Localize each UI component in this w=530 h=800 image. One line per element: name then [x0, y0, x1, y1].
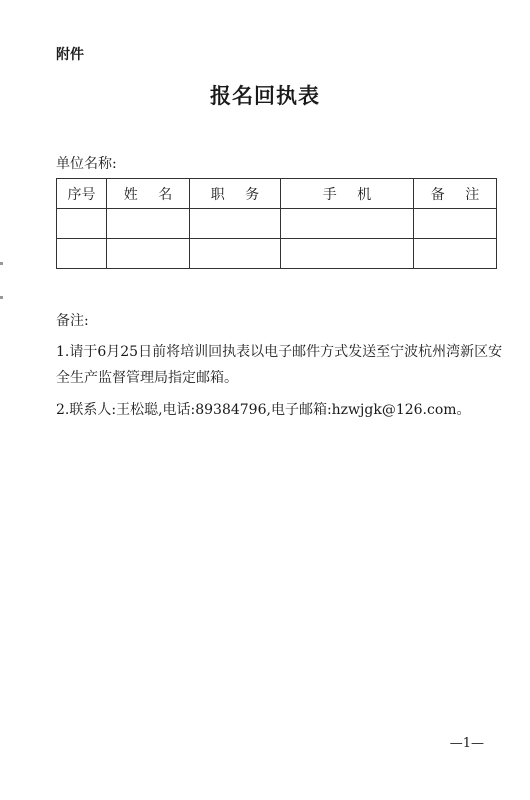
col-header-phone: 手 机: [281, 179, 414, 209]
unit-name-label: 单位名称:: [56, 156, 117, 172]
col-header-name: 姓 名: [107, 179, 190, 209]
col-header-index: 序号: [57, 179, 107, 209]
table-header-row: [57, 179, 497, 209]
table-cell: [414, 239, 497, 269]
table-cell: [107, 209, 190, 239]
table-cell: [190, 209, 281, 239]
table-cell: [414, 209, 497, 239]
col-header-remarks: 备 注: [414, 179, 497, 209]
registration-table: [56, 178, 497, 269]
attachment-label: 附件: [56, 47, 84, 63]
notes-label: 备注:: [56, 313, 89, 329]
note-item-2: 2.联系人:王松聪,电话:89384796,电子邮箱:hzwjgk@126.com。: [56, 402, 471, 418]
note-item-1: 1.请于6月25日前将培训回执表以电子邮件方式发送至宁波杭州湾新区安全生产监督管理局指定邮箱。: [56, 344, 503, 386]
table-cell: [281, 209, 414, 239]
table-cell: [57, 239, 107, 269]
table-row: [57, 209, 497, 239]
scan-mark: [0, 262, 3, 265]
table-cell: [107, 239, 190, 269]
page-title: 报名回执表: [210, 83, 320, 108]
col-header-position: 职 务: [190, 179, 281, 209]
table-cell: [57, 209, 107, 239]
table-cell: [190, 239, 281, 269]
table-cell: [281, 239, 414, 269]
page-number: —1—: [449, 736, 484, 751]
scan-mark: [0, 296, 3, 299]
table-row: [57, 239, 497, 269]
